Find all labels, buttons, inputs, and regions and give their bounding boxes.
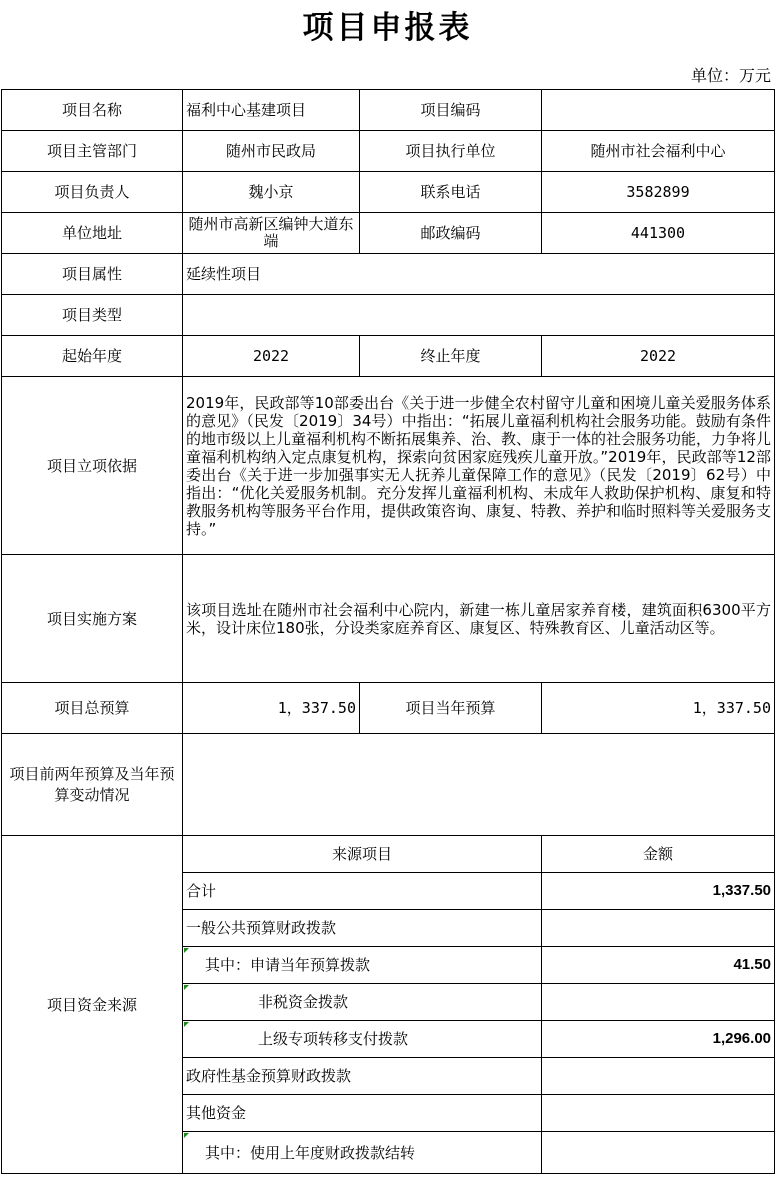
project-application-form <box>1 89 775 1174</box>
project-code-label: 项目编码 <box>360 90 542 131</box>
project-name-value: 福利中心基建项目 <box>183 90 360 131</box>
row-project-name <box>2 90 775 131</box>
row-basis <box>2 377 775 555</box>
project-name-label: 项目名称 <box>2 90 183 131</box>
type-label: 项目类型 <box>2 295 183 336</box>
exec-unit-label: 项目执行单位 <box>360 131 542 172</box>
funding-col-amount: 金额 <box>542 836 775 873</box>
funding-label-non-tax: 非税资金拨款 <box>183 984 542 1021</box>
funding-label-total: 合计 <box>183 873 542 910</box>
budget-change-value <box>183 734 775 836</box>
attr-value: 延续性项目 <box>183 254 775 295</box>
funding-label-gov-fund: 政府性基金预算财政拨款 <box>183 1058 542 1095</box>
plan-label: 项目实施方案 <box>2 555 183 683</box>
funding-amount-carryover <box>542 1132 775 1174</box>
start-year-value: 2022 <box>183 336 360 377</box>
funding-label-transfer: 上级专项转移支付拨款 <box>183 1021 542 1058</box>
year-budget-value: 1，337.50 <box>542 683 775 734</box>
funding-header-row <box>2 836 775 873</box>
funding-label-other: 其他资金 <box>183 1095 542 1132</box>
funding-section-label: 项目资金来源 <box>2 836 183 1174</box>
row-budget-change <box>2 734 775 836</box>
phone-label: 联系电话 <box>360 172 542 213</box>
funding-amount-non-tax <box>542 984 775 1021</box>
row-type <box>2 295 775 336</box>
basis-label: 项目立项依据 <box>2 377 183 555</box>
end-year-value: 2022 <box>542 336 775 377</box>
funding-label-general-budget: 一般公共预算财政拨款 <box>183 910 542 947</box>
address-label: 单位地址 <box>2 213 183 254</box>
dept-label: 项目主管部门 <box>2 131 183 172</box>
total-budget-value: 1，337.50 <box>183 683 360 734</box>
row-leader <box>2 172 775 213</box>
phone-value: 3582899 <box>542 172 775 213</box>
basis-text: 2019年，民政部等10部委出台《关于进一步健全农村留守儿童和困境儿童关爱服务体系的意见》（民发〔2019〕34号）中指出：“拓展儿童福利机构社会服务功能。鼓励有条件的地市级以上儿童福利机构不断拓展集养、治、教、康于一体的社会服务功能，力争将儿童福利机构纳入定点康复机构，探索向贫困家庭残疾儿童开放。”2019年，民政部等12部委出台《关于进一步加强事实无人抚养儿童保障工作的意见》（民发〔2019〕62号）中指出：“优化关爱服务机制。充分发挥儿童福利机构、未成年人救助保护机构、康复和特教服务机构等服务平台作用，提供政策咨询、康复、特教、养护和临时照料等关爱服务支持。” <box>183 377 775 555</box>
postcode-label: 邮政编码 <box>360 213 542 254</box>
year-budget-label: 项目当年预算 <box>360 683 542 734</box>
end-year-label: 终止年度 <box>360 336 542 377</box>
funding-amount-total: 1,337.50 <box>542 873 775 910</box>
address-value: 随州市高新区编钟大道东端 <box>183 213 360 254</box>
total-budget-label: 项目总预算 <box>2 683 183 734</box>
postcode-value: 441300 <box>542 213 775 254</box>
row-address <box>2 213 775 254</box>
type-value <box>183 295 775 336</box>
funding-amount-general-budget <box>542 910 775 947</box>
funding-amount-other <box>542 1095 775 1132</box>
funding-col-source: 来源项目 <box>183 836 542 873</box>
page-title: 项目申报表 <box>302 10 473 46</box>
plan-text: 该项目选址在随州市社会福利中心院内，新建一栋儿童居家养育楼，建筑面积6300平方米，设计床位180张，分设类家庭养育区、康复区、特殊教育区、儿童活动区等。 <box>183 555 775 683</box>
unit-label: 单位：万元 <box>690 66 771 85</box>
funding-amount-gov-fund <box>542 1058 775 1095</box>
funding-amount-transfer: 1,296.00 <box>542 1021 775 1058</box>
leader-label: 项目负责人 <box>2 172 183 213</box>
leader-value: 魏小京 <box>183 172 360 213</box>
funding-label-current-year: 其中：申请当年预算拨款 <box>183 947 542 984</box>
start-year-label: 起始年度 <box>2 336 183 377</box>
row-dept <box>2 131 775 172</box>
row-plan <box>2 555 775 683</box>
row-budget <box>2 683 775 734</box>
row-attr <box>2 254 775 295</box>
exec-unit-value: 随州市社会福利中心 <box>542 131 775 172</box>
row-years <box>2 336 775 377</box>
project-code-value <box>542 90 775 131</box>
funding-label-carryover: 其中：使用上年度财政拨款结转 <box>183 1132 542 1174</box>
attr-label: 项目属性 <box>2 254 183 295</box>
budget-change-label: 项目前两年预算及当年预算变动情况 <box>2 734 183 836</box>
funding-amount-current-year: 41.50 <box>542 947 775 984</box>
dept-value: 随州市民政局 <box>183 131 360 172</box>
